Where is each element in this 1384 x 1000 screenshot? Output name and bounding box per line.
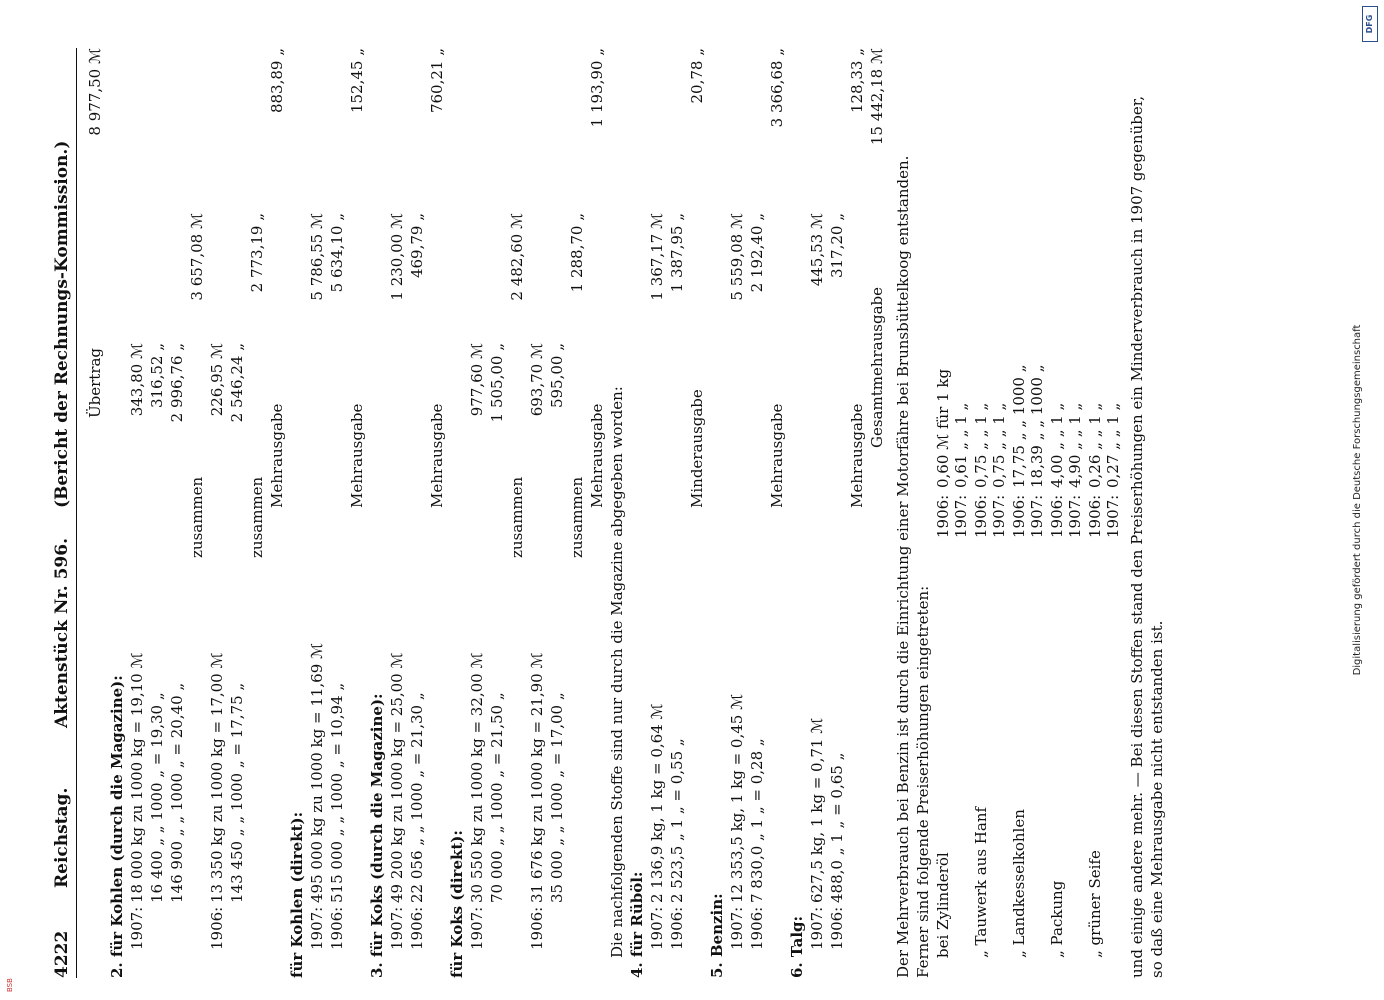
- ledger-row: [108, 48, 128, 978]
- price-value: 4,90 „ „ 1 „: [1066, 402, 1084, 488]
- section-label: für Koks (direkt):: [448, 830, 466, 978]
- row-year: 1907:: [388, 906, 406, 950]
- ledger-row: [628, 48, 648, 978]
- price-row: [1028, 48, 1048, 978]
- source: Reichstag.: [52, 787, 72, 888]
- page-number: 4222: [52, 930, 72, 978]
- price-value: 4,00 „ „ 1 „: [1048, 402, 1066, 488]
- row-note: Mehrausgabe: [588, 403, 606, 508]
- ledger-text: Die nachfolgenden Stoffe sind nur durch die Magazine abgegeben worden:: [608, 386, 626, 958]
- price-row: [1086, 48, 1106, 978]
- row-year: 1907:: [128, 906, 146, 950]
- price-item: „ Tauwerk aus Hanf: [972, 806, 990, 958]
- price-row: [1010, 48, 1030, 978]
- ledger-row: [468, 48, 488, 978]
- row-weight: 7 830,0 „ 1 „ = 0,28 „: [748, 738, 766, 903]
- row-weight: 30 550 kg zu 1000 kg = 32,00 ℳ: [468, 652, 486, 903]
- ledger-row: [428, 48, 448, 978]
- ledger-row: [828, 48, 848, 978]
- row-year: 1906:: [828, 906, 846, 950]
- row-year: 1907:: [808, 906, 826, 950]
- row-weight: 143 450 „ „ 1000 „ = 17,75 „: [228, 682, 246, 903]
- row-weight: 35 000 „ „ 1000 „ = 17,00 „: [548, 692, 566, 903]
- section-label: 4. für Rüböl:: [628, 871, 646, 978]
- total-amount: 883,89 „: [268, 48, 286, 114]
- row-note: zusammen: [188, 476, 206, 558]
- item-amount: 226,95 ℳ: [208, 343, 226, 417]
- total-amount: 3 366,68 „: [768, 48, 786, 128]
- ledger-row: [548, 48, 568, 978]
- ledger-row: [588, 48, 608, 978]
- price-year: 1907:: [1028, 494, 1046, 538]
- price-value: 0,27 „ „ 1 „: [1104, 402, 1122, 488]
- page-content: [52, 48, 1292, 978]
- item-amount: 693,70 ℳ: [528, 343, 546, 417]
- item-amount: 595,00 „: [548, 343, 566, 409]
- ledger-row: [328, 48, 348, 978]
- total-amount: 15 442,18 ℳ: [868, 48, 886, 146]
- header-rule: [76, 48, 77, 978]
- row-weight: 31 676 kg zu 1000 kg = 21,90 ℳ: [528, 652, 546, 903]
- row-weight: 495 000 kg zu 1000 kg = 11,69 ℳ: [308, 642, 326, 903]
- row-year: 1906:: [668, 906, 686, 950]
- ledger-row: [128, 48, 148, 978]
- row-weight: 488,0 „ 1 „ = 0,65 „: [828, 752, 846, 903]
- total-amount: 20,78 „: [688, 48, 706, 104]
- ledger-row: [868, 48, 888, 978]
- ledger-row: [408, 48, 428, 978]
- price-row: [1104, 48, 1124, 978]
- row-weight: 2 136,9 kg, 1 kg = 0,64 ℳ: [648, 703, 666, 903]
- section-label: für Kohlen (direkt):: [288, 811, 306, 978]
- sub-amount: 1 367,17 ℳ: [648, 213, 666, 301]
- row-weight: 627,5 kg, 1 kg = 0,71 ℳ: [808, 717, 826, 903]
- sub-amount: 445,53 ℳ: [808, 213, 826, 287]
- ledger-row: [848, 48, 868, 978]
- row-year: 1906:: [408, 906, 426, 950]
- row-weight: 2 523,5 „ 1 „ = 0,55 „: [668, 738, 686, 903]
- carry-over-amount: 8 977,50 ℳ: [86, 48, 104, 136]
- library-mark: BSB: [6, 978, 14, 992]
- ledger-row: [168, 48, 188, 978]
- ledger-row: [308, 48, 328, 978]
- ledger-row: [788, 48, 808, 978]
- item-amount: 316,52 „: [148, 343, 166, 409]
- row-note: Mehrausgabe: [348, 403, 366, 508]
- ledger-row: [528, 48, 548, 978]
- row-weight: 12 353,5 kg, 1 kg = 0,45 ℳ: [728, 693, 746, 903]
- carry-over: [86, 48, 106, 978]
- total-amount: 1 193,90 „: [588, 48, 606, 128]
- ledger-row: [388, 48, 408, 978]
- section-label: 2. für Kohlen (durch die Magazine):: [108, 675, 126, 978]
- ledger-row: [248, 48, 268, 978]
- row-weight: 146 900 „ „ 1000 „ = 20,40 „: [168, 682, 186, 903]
- price-row: [1066, 48, 1086, 978]
- paragraph-line: und einige andere mehr. — Bei diesen Stoffen stand den Preiserhöhungen ein Minderverbrauch in 1907 gegenüber,: [1128, 96, 1146, 978]
- ledger-row: [208, 48, 228, 978]
- price-row: [952, 48, 972, 978]
- row-weight: 18 000 kg zu 1000 kg = 19,10 ℳ: [128, 652, 146, 903]
- row-note: Mehrausgabe: [768, 403, 786, 508]
- price-year: 1907:: [952, 494, 970, 538]
- row-weight: 22 056 „ „ 1000 „ = 21,30 „: [408, 692, 426, 903]
- ledger-row: [808, 48, 828, 978]
- price-value: 17,75 „ „ 1000 „: [1010, 364, 1028, 488]
- row-year: 1907:: [468, 906, 486, 950]
- ledger-row: [508, 48, 528, 978]
- row-year: 1907:: [728, 906, 746, 950]
- ledger-row: [188, 48, 208, 978]
- ledger-row: [288, 48, 308, 978]
- paragraph-line: Ferner sind folgende Preiserhöhungen eingetreten:: [914, 585, 932, 978]
- row-weight: 16 400 „ „ 1000 „ = 19,30 „: [148, 692, 166, 903]
- carry-over-label: Übertrag: [86, 347, 104, 418]
- row-note: Mehrausgabe: [848, 403, 866, 508]
- price-row: [934, 48, 954, 978]
- ledger-row: [668, 48, 688, 978]
- price-row: [1048, 48, 1068, 978]
- item-amount: 2 546,24 „: [228, 343, 246, 423]
- price-item: „ Landkesselkohlen: [1010, 809, 1028, 958]
- row-note: Mehrausgabe: [268, 403, 286, 508]
- sub-amount: 2 773,19 „: [248, 213, 266, 293]
- dfg-logo: DFG: [1362, 6, 1378, 42]
- ledger-row: [148, 48, 168, 978]
- ledger-row: [688, 48, 708, 978]
- ledger-row: [728, 48, 748, 978]
- ledger-row: [708, 48, 728, 978]
- price-value: 0,26 „ „ 1 „: [1086, 402, 1104, 488]
- row-year: 1906:: [528, 906, 546, 950]
- row-year: 1907:: [648, 906, 666, 950]
- ledger-row: [368, 48, 388, 978]
- price-value: 18,39 „ „ 1000 „: [1028, 364, 1046, 488]
- price-year: 1906:: [1086, 494, 1104, 538]
- item-amount: 2 996,76 „: [168, 343, 186, 423]
- total-amount: 152,45 „: [348, 48, 366, 114]
- sub-amount: 3 657,08 ℳ: [188, 213, 206, 301]
- sub-amount: 469,79 „: [408, 213, 426, 279]
- row-note: zusammen: [568, 476, 586, 558]
- item-amount: 977,60 ℳ: [468, 343, 486, 417]
- ledger-row: [348, 48, 368, 978]
- page-header: [52, 48, 72, 978]
- ledger-row: [568, 48, 588, 978]
- sub-amount: 1 230,00 ℳ: [388, 213, 406, 301]
- sub-amount: 2 192,40 „: [748, 213, 766, 293]
- sub-amount: 1 387,95 „: [668, 213, 686, 293]
- total-amount: 128,33 „: [848, 48, 866, 114]
- price-item: „ grüner Seife: [1086, 850, 1104, 958]
- paragraph-line: so daß eine Mehrausgabe nicht entstanden ist.: [1148, 620, 1166, 978]
- ledger-row: [448, 48, 468, 978]
- paragraph-line: Der Mehrverbrauch bei Benzin ist durch die Einrichtung einer Motorfähre bei Brunsbüttelkoog entstanden.: [894, 155, 912, 978]
- price-value: 0,60 ℳ für 1 kg: [934, 368, 952, 488]
- price-year: 1906:: [1048, 494, 1066, 538]
- sub-amount: 5 559,08 ℳ: [728, 213, 746, 301]
- price-row: [990, 48, 1010, 978]
- sub-amount: 2 482,60 ℳ: [508, 213, 526, 301]
- row-weight: 70 000 „ „ 1000 „ = 21,50 „: [488, 692, 506, 903]
- document-title: (Bericht der Rechnungs-Kommission.): [52, 140, 72, 508]
- price-item: bei Zylinderöl: [934, 852, 952, 958]
- sub-amount: 1 288,70 „: [568, 213, 586, 293]
- price-year: 1907:: [990, 494, 1008, 538]
- item-amount: 343,80 ℳ: [128, 343, 146, 417]
- row-year: 1906:: [208, 906, 226, 950]
- row-year: 1907:: [308, 906, 326, 950]
- ledger-row: [768, 48, 788, 978]
- ledger-row: [648, 48, 668, 978]
- row-note: Gesamtmehrausgabe: [868, 286, 886, 448]
- item-amount: 1 505,00 „: [488, 343, 506, 423]
- price-year: 1906:: [1010, 494, 1028, 538]
- price-value: 0,75 „ „ 1 „: [972, 402, 990, 488]
- row-weight: 49 200 kg zu 1000 kg = 25,00 ℳ: [388, 652, 406, 903]
- section-label: 3. für Koks (durch die Magazine):: [368, 693, 386, 978]
- price-year: 1907:: [1066, 494, 1084, 538]
- sub-amount: 5 786,55 ℳ: [308, 213, 326, 301]
- row-note: Mehrausgabe: [428, 403, 446, 508]
- row-note: zusammen: [508, 476, 526, 558]
- sub-amount: 317,20 „: [828, 213, 846, 279]
- price-year: 1906:: [934, 494, 952, 538]
- ledger-row: [268, 48, 288, 978]
- row-note: zusammen: [248, 476, 266, 558]
- document-ref: Aktenstück Nr. 596.: [52, 537, 72, 728]
- row-weight: 515 000 „ „ 1000 „ = 10,94 „: [328, 682, 346, 903]
- ledger-row: [748, 48, 768, 978]
- price-item: „ Packung: [1048, 880, 1066, 958]
- row-year: 1906:: [328, 906, 346, 950]
- price-value: 0,75 „ „ 1 „: [990, 402, 1008, 488]
- row-weight: 13 350 kg zu 1000 kg = 17,00 ℳ: [208, 652, 226, 903]
- section-label: 6. Talg:: [788, 915, 806, 978]
- row-year: 1906:: [748, 906, 766, 950]
- price-value: 0,61 „ „ 1 „: [952, 402, 970, 488]
- digitization-note: Digitalisierung gefördert durch die Deutsche Forschungsgemeinschaft: [1352, 324, 1363, 676]
- ledger-row: [488, 48, 508, 978]
- section-label: 5. Benzin:: [708, 893, 726, 978]
- total-amount: 760,21 „: [428, 48, 446, 114]
- price-year: 1906:: [972, 494, 990, 538]
- sub-amount: 5 634,10 „: [328, 213, 346, 293]
- price-year: 1907:: [1104, 494, 1122, 538]
- ledger-row: [608, 48, 628, 978]
- ledger-row: [228, 48, 248, 978]
- row-note: Minderausgabe: [688, 389, 706, 508]
- price-row: [972, 48, 992, 978]
